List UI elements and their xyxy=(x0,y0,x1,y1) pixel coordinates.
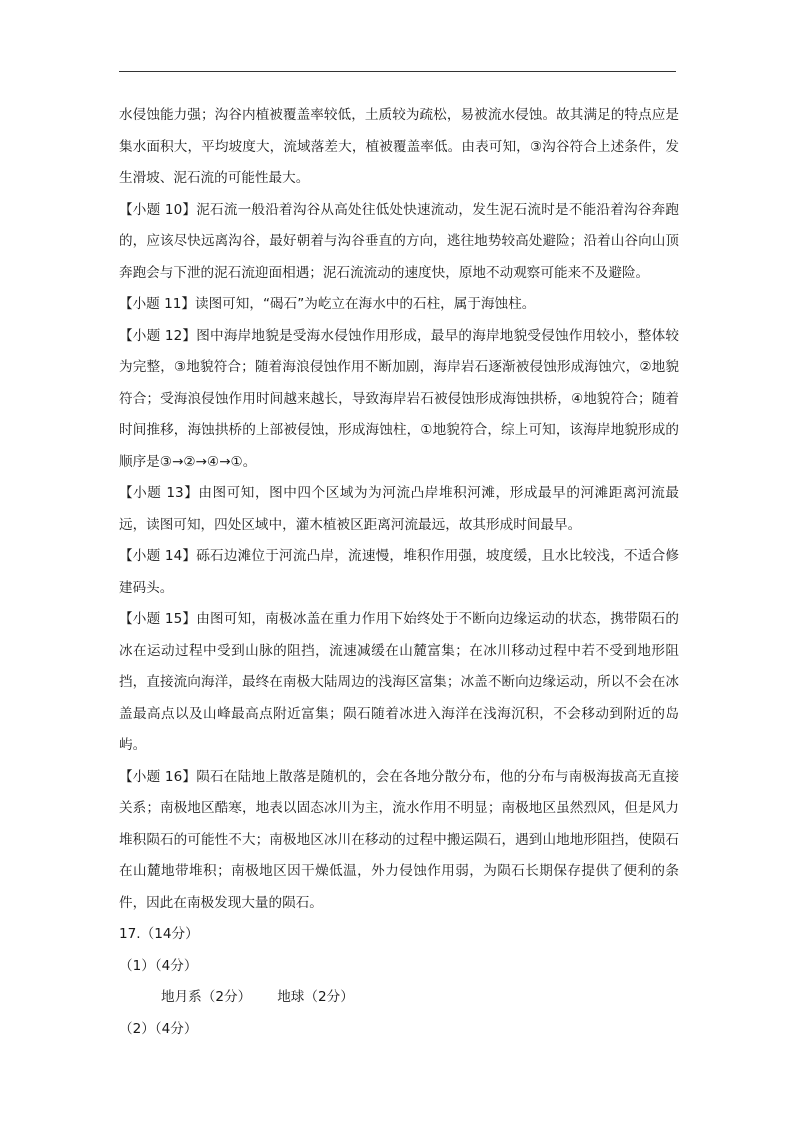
answer-earth-moon-system: 地月系（2分） xyxy=(161,989,252,1005)
paragraph-q16: 【小题 16】陨石在陆地上散落是随机的，会在各地分散分布，他的分布与南极海拔高无直接关系；南极地区酷寒，地表以固态冰川为主，流水作用不明显；南极地区虽然烈风，但是风力堆积陨石的可能性不大；南极地区冰川在移动的过程中搬运陨石，遇到山地地形阻挡，使陨石在山麓地带堆积；南极地区因干燥低温，外力侵蚀作用弱，为陨石长期保存提供了便利的条件，因此在南极发现大量的陨石。 xyxy=(119,768,679,911)
paragraph-continuation: 水侵蚀能力强；沟谷内植被覆盖率较低，土质较为疏松，易被流水侵蚀。故其满足的特点应是集水面积大，平均坡度大，流域落差大，植被覆盖率低。由表可知，③沟谷符合上述条件，发生滑坡、泥石流的可能性最大。 xyxy=(119,107,679,186)
paragraph-q10: 【小题 10】泥石流一般沿着沟谷从高处往低处快速流动，发生泥石流时是不能沿着沟谷奔跑的，应该尽快远离沟谷，最好朝着与沟谷垂直的方向，逃往地势较高处避险；沿着山谷向山顶奔跑会与下泄的泥石流迎面相遇；泥石流流动的速度快，原地不动观察可能来不及避险。 xyxy=(119,201,679,281)
paragraph-q12: 【小题 12】图中海岸地貌是受海水侵蚀作用形成，最早的海岸地貌受侵蚀作用较小，整体较为完整，③地貌符合；随着海浪侵蚀作用不断加剧，海岸岩石逐渐被侵蚀形成海蚀穴，②地貌符合；受海浪侵蚀作用时间越来越长，导致海岸岩石被侵蚀形成海蚀拱桥，④地貌符合；随着时间推移，海蚀拱桥的上部被侵蚀，形成海蚀柱，①地貌符合，综上可知，该海岸地貌形成的顺序是③→②→④→①。 xyxy=(119,327,679,470)
document-body xyxy=(119,100,679,1045)
paragraph-q14: 【小题 14】砾石边滩位于河流凸岸，流速慢，堆积作用强，坡度缓，且水比较浅，不适合修建码头。 xyxy=(119,548,679,596)
question-17-part2-label: （2）（4分） xyxy=(119,1020,198,1037)
question-17-title: 17.（14分） xyxy=(119,926,199,942)
paragraph-q15: 【小题 15】由图可知，南极冰盖在重力作用下始终处于不断向边缘运动的状态，携带陨石的冰在运动过程中受到山脉的阻挡，流速减缓在山麓富集；在冰川移动过程中若不受到地形阻挡，直接流向海洋，最终在南极大陆周边的浅海区富集；冰盖不断向边缘运动，所以不会在冰盖最高点以及山峰最高点附近富集；陨石随着冰进入海洋在浅海沉积，不会移动到附近的岛屿。 xyxy=(119,611,679,753)
header-rule xyxy=(119,71,676,72)
paragraph-q11: 【小题 11】读图可知，“碣石”为屹立在海水中的石柱，属于海蚀柱。 xyxy=(119,296,536,312)
paragraph-q13: 【小题 13】由图可知，图中四个区域为为河流凸岸堆积河滩，形成最早的河滩距离河流最远，读图可知，四处区域中，灌木植被区距离河流最远，故其形成时间最早。 xyxy=(119,485,679,533)
question-17-part1-answers xyxy=(161,982,679,1014)
question-17-part1-label: （1）（4分） xyxy=(119,957,198,974)
answer-earth: 地球（2分） xyxy=(277,989,354,1005)
